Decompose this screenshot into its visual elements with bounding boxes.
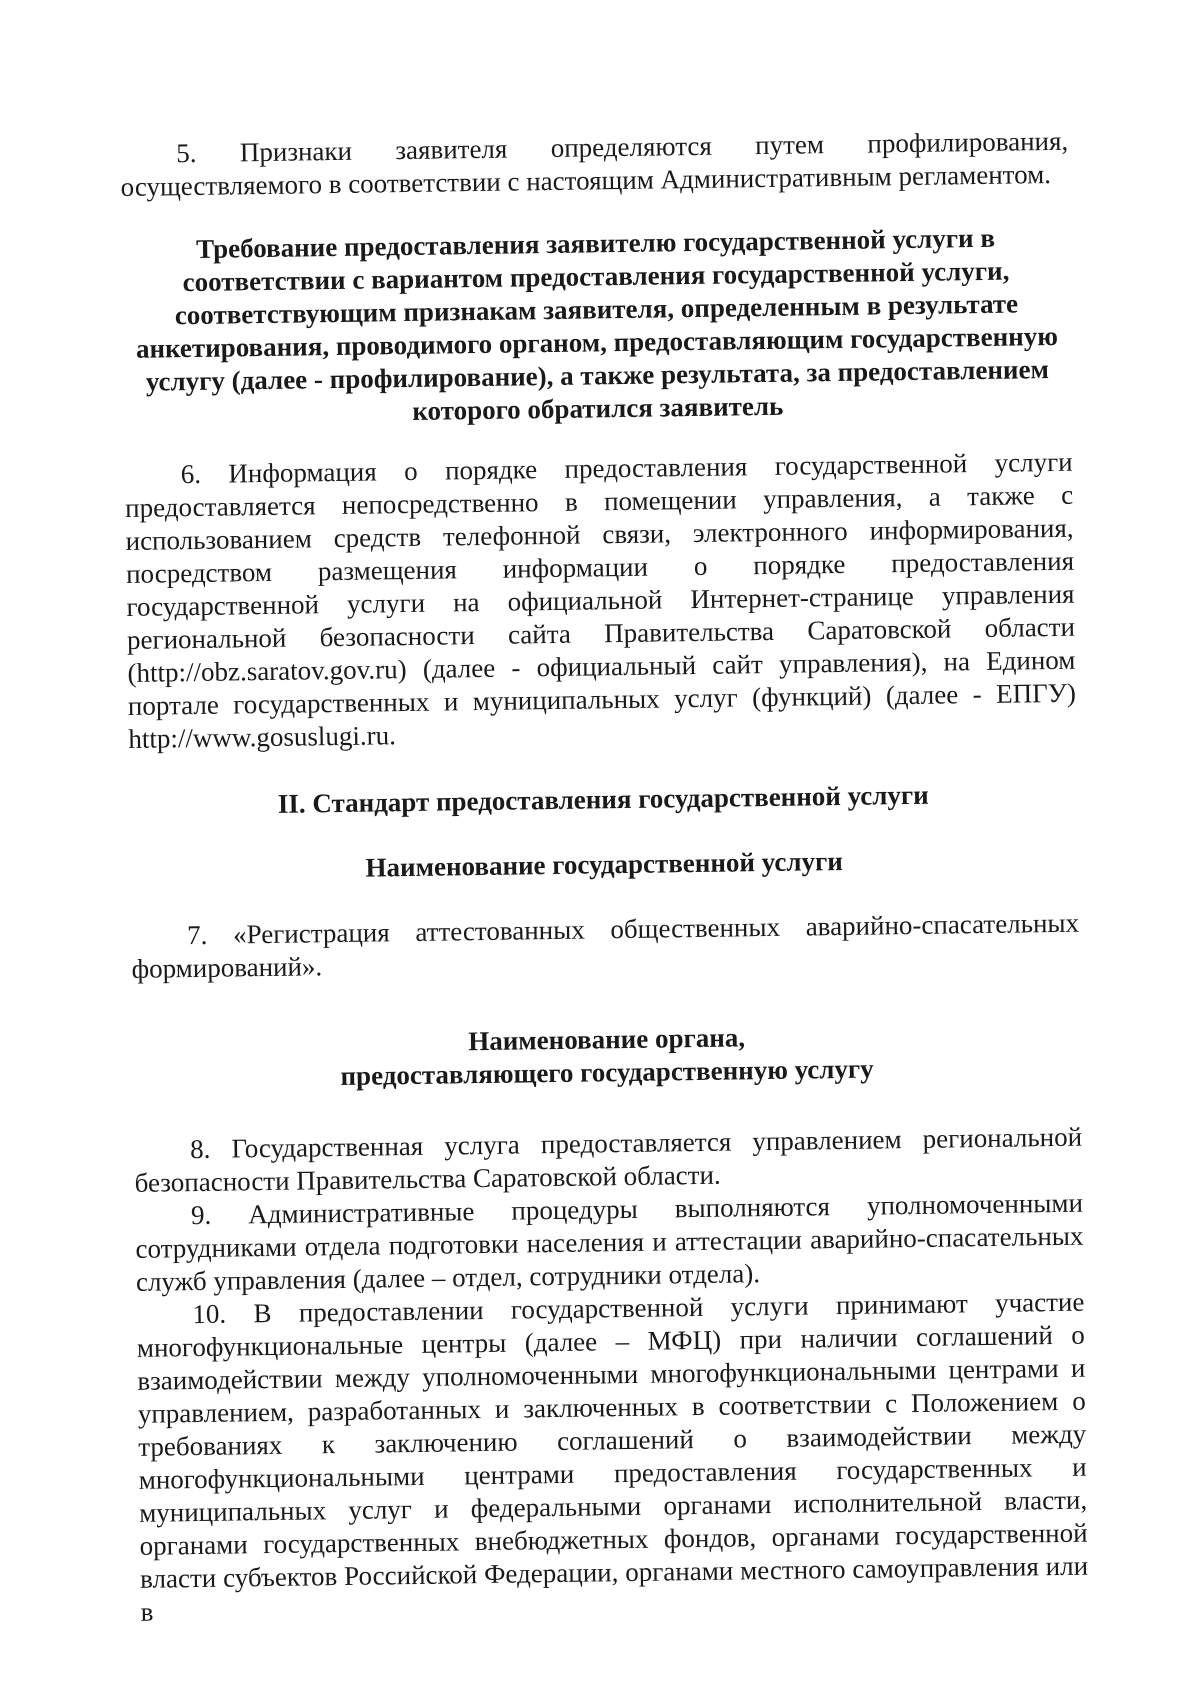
- document-body: [120, 125, 1089, 1629]
- heading-organ-line-2: предоставляющего государственную услугу: [340, 1053, 874, 1092]
- section-title: II. Стандарт предоставления государственной услуги: [277, 779, 929, 819]
- paragraph-10: 10. В предоставлении государственной услуги принимают участие многофункциональные центры (далее – МФЦ) при наличии соглашений о взаимодействии между уполномоченными многофункциональными центрами и управлением, разработанных и заключенных в соответствии с Положением о требованиях к заключению соглашений о взаимодействии между многофункциональными центрами предоставления государственных и муниципальных услуг и федеральными органами исполнительной власти, органами государственных внебюджетных фондов, органами государственной власти субъектов Российской Федерации, органами местного самоуправления или в: [136, 1286, 1089, 1627]
- paragraph-8: 8. Государственная услуга предоставляется управлением региональной безопасности Правительства Саратовской области.: [134, 1121, 1083, 1198]
- paragraph-9: 9. Административные процедуры выполняются уполномоченными сотрудниками отдела подготовки населения и аттестации аварийно-спасательных служб управления (далее – отдел, сотрудники отдела).: [135, 1187, 1084, 1297]
- paragraph-6: 6. Информация о порядке предоставления государственной услуги предоставляется непосредственно в помещении управления, а также с использованием средств телефонной связи, электронного информирования, посредством размещения информации о порядке предоставления государственной услуги на официальной Интернет-странице управления региональной безопасности сайта Правительства Саратовской области (http://obz.saratov.gov.ru) (далее - официальный сайт управления), на Едином портале государственных и муниципальных услуг (функций) (далее - ЕПГУ) http://www.gosuslugi.ru.: [124, 446, 1077, 754]
- heading-organ-line-1: Наименование органа,: [468, 1022, 746, 1057]
- heading-service-name: Наименование государственной услуги: [365, 845, 844, 883]
- paragraph-5: 5. Признаки заявителя определяются путем профилирования, осуществляемого в соответствии с настоящим Административным регламентом.: [120, 125, 1069, 202]
- paragraph-7: 7. «Регистрация аттестованных общественных аварийно-спасательных формирований».: [131, 907, 1080, 984]
- heading-profiling-requirement: Требование предоставления заявителю государственной услуги в соответствии с вариантом предоставления государственной услуги, соответствующим признакам заявителя, определенным в результате анкетирования, проводимого органом, предоставляющим государственную услугу (далее - профилирование), а также результата, за предоставлением которого обратился заявитель: [135, 222, 1059, 426]
